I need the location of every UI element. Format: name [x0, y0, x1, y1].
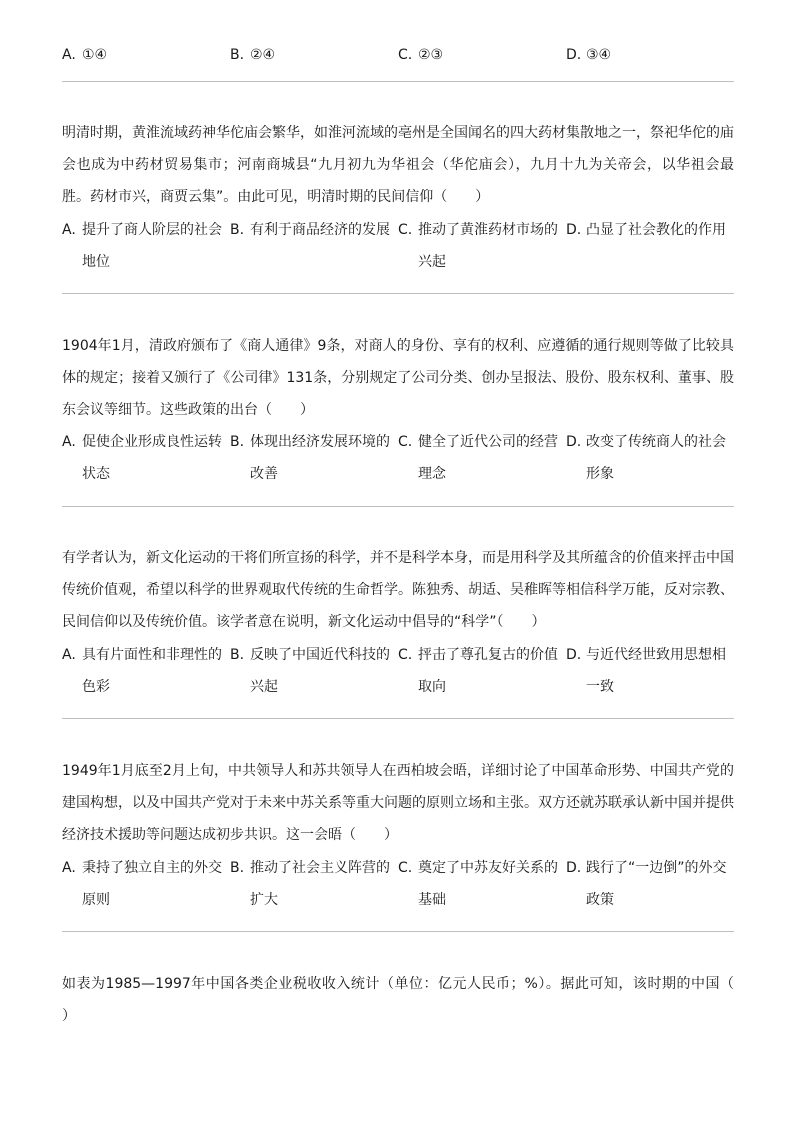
question-2-stem: 明清时期，黄淮流域药神华佗庙会繁华，如淮河流域的亳州是全国闻名的四大药材集散地之一，祭祀华佗的庙会也成为中药材贸易集市；河南商城县“九月初九为华祖会（华佗庙会），九月十九为关帝会，以华祖会最胜。药材市兴，商贾云集”。由此可见，明清时期的民间信仰（ ）: [62, 125, 734, 205]
option-c[interactable]: [398, 852, 562, 916]
option-d[interactable]: [566, 214, 730, 246]
option-a[interactable]: [62, 39, 226, 71]
option-text: 抨击了尊孔复古的价值取向: [418, 647, 558, 695]
option-b[interactable]: [230, 39, 394, 71]
option-letter: D.: [566, 434, 582, 450]
question-divider: [62, 931, 734, 932]
option-letter: A.: [62, 434, 76, 450]
option-c[interactable]: [398, 214, 562, 278]
option-d[interactable]: [566, 852, 730, 916]
option-letter: B.: [230, 647, 245, 663]
option-text: 凸显了社会教化的作用: [586, 222, 726, 238]
option-text: 与近代经世致用思想相一致: [586, 647, 726, 695]
option-letter: B.: [230, 47, 245, 63]
option-c[interactable]: [398, 39, 562, 71]
option-text: 践行了“一边倒”的外交政策: [586, 860, 727, 908]
option-d[interactable]: [566, 639, 730, 703]
option-text: ③④: [586, 47, 612, 63]
option-a[interactable]: [62, 426, 226, 490]
option-a[interactable]: [62, 852, 226, 916]
option-text: 推动了社会主义阵营的扩大: [250, 860, 390, 908]
option-letter: C.: [398, 860, 413, 876]
option-b[interactable]: [230, 426, 394, 490]
option-letter: B.: [230, 222, 245, 238]
option-letter: A.: [62, 647, 76, 663]
question-divider: [62, 81, 734, 82]
option-letter: D.: [566, 860, 582, 876]
option-letter: C.: [398, 222, 413, 238]
option-letter: A.: [62, 860, 76, 876]
option-letter: B.: [230, 434, 245, 450]
option-text: 促使企业形成良性运转状态: [82, 434, 222, 482]
option-text: 体现出经济发展环境的改善: [250, 434, 390, 482]
question-5-stem: 1949年1月底至2月上旬，中共领导人和苏共领导人在西柏坡会晤，详细讨论了中国革命形势、中国共产党的建国构想，以及中国共产党对于未来中苏关系等重大问题的原则立场和主张。双方还就苏联承认新中国并提供经济技术援助等问题达成初步共识。这一会晤（ ）: [62, 763, 734, 843]
option-text: 提升了商人阶层的社会地位: [82, 222, 222, 270]
option-a[interactable]: [62, 639, 226, 703]
option-letter: C.: [398, 647, 413, 663]
option-letter: A.: [62, 222, 76, 238]
option-text: ②④: [250, 47, 276, 63]
option-c[interactable]: [398, 639, 562, 703]
option-letter: D.: [566, 47, 582, 63]
option-text: ①④: [82, 47, 108, 63]
option-d[interactable]: [566, 39, 730, 71]
option-letter: A.: [62, 47, 76, 63]
question-divider: [62, 506, 734, 507]
option-letter: D.: [566, 222, 582, 238]
option-text: 健全了近代公司的经营理念: [418, 434, 558, 482]
option-text: 推动了黄淮药材市场的兴起: [418, 222, 558, 270]
option-text: 改变了传统商人的社会形象: [586, 434, 726, 482]
option-letter: D.: [566, 647, 582, 663]
option-b[interactable]: [230, 639, 394, 703]
option-c[interactable]: [398, 426, 562, 490]
option-text: 具有片面性和非理性的色彩: [82, 647, 222, 695]
option-b[interactable]: [230, 852, 394, 916]
option-d[interactable]: [566, 426, 730, 490]
option-text: 有利于商品经济的发展: [250, 222, 390, 238]
option-letter: C.: [398, 47, 413, 63]
option-a[interactable]: [62, 214, 226, 278]
option-b[interactable]: [230, 214, 394, 246]
question-4-stem: 有学者认为，新文化运动的干将们所宣扬的科学，并不是科学本身，而是用科学及其所蕴含的价值来抨击中国传统价值观，希望以科学的世界观取代传统的生命哲学。陈独秀、胡适、吴稚晖等相信科学万能，反对宗教、民间信仰以及传统价值。该学者意在说明，新文化运动中倡导的“科学”（ ）: [62, 550, 734, 630]
option-text: 秉持了独立自主的外交原则: [82, 860, 222, 908]
option-text: 奠定了中苏友好关系的基础: [418, 860, 558, 908]
question-6-stem: 如表为1985—1997年中国各类企业税收收入统计（单位：亿元人民币；%）。据此可知，该时期的中国（ ）: [62, 976, 762, 1024]
option-letter: B.: [230, 860, 245, 876]
question-divider: [62, 718, 734, 719]
option-text: 反映了中国近代科技的兴起: [250, 647, 390, 695]
question-3-stem: 1904年1月，清政府颁布了《商人通律》9条，对商人的身份、享有的权利、应遵循的通行规则等做了比较具体的规定；接着又颁行了《公司律》131条，分别规定了公司分类、创办呈报法、股份、股东权利、董事、股东会议等细节。这些政策的出台（ ）: [62, 338, 734, 418]
option-text: ②③: [418, 47, 444, 63]
option-letter: C.: [398, 434, 413, 450]
question-divider: [62, 293, 734, 294]
